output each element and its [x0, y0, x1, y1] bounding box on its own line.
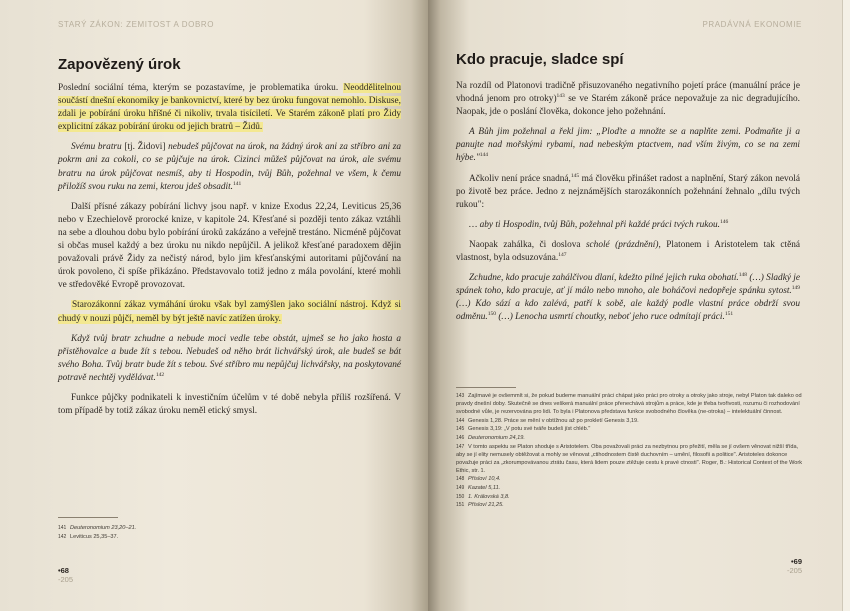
- page-edge: [842, 0, 850, 611]
- chapter-title-right: Kdo pracuje, sladce spí: [456, 51, 624, 68]
- footnote-ref[interactable]: 145: [570, 172, 580, 179]
- footnote-number: 149: [456, 485, 465, 492]
- text-run: Když tvůj bratr zchudne a nebude moci vedle tebe obstát, ujmeš se ho jako hosta a přistěhovalce a bude žít s tebou. Nebudeš od něho brát lichvářský úrok, ale budeš se bát svého Boha. Tvůj bratr bude žít s tebou. Své stříbro mu nepůjčuj lichvářsky, na poskytované potravě nechtěj vydělávat.: [58, 333, 401, 383]
- paragraph: Další přísné zákazy pobírání lichvy jsou např. v knize Exodus 22,24, Leviticus 25,36 nebo v Ezechielově prorocké knize, v kapitole 24. Křesťané si později tento zákaz vztáhli na sebe a dlouhou dobu bylo pobírání úroků zakázáno a veřejně trestáno. Nicméně půjčovat si občas musel každý a bez úroku nu nikdo nepůjčil. A jelikož křesťané paradoxem dějin považovali právě Židy za nečistý národ, bylo jim křesťanskými autoritami půjčování na úrok povoleno, či spíše přikázáno. Představovalo totiž jedno z mála povolání, které mohli ve středověké Evropě provozovat.: [58, 201, 401, 291]
- footnote-number: 141: [58, 525, 67, 531]
- footnote-text: Kazatel 5,11.: [468, 485, 501, 492]
- running-head-right: PRADÁVNÁ EKONOMIE: [702, 20, 802, 29]
- text-run: [tj. Židovi]: [121, 142, 169, 153]
- highlight: Neoddělitelnou součástí dnešní ekonomiky je bankovnictví, které by bez úroku fungovat nemohlo. Diskuse, zdali je pobírání úroku hříšné či nikoliv, trvala tisíciletí. Ve Starém zákoně platí pro Židy explicitní zákaz pobírání úroku od jejich bratrů – Židů.: [58, 83, 401, 133]
- text-run: (…) Sladký je spánek toho, kdo pracuje, ať jí málo nebo mnoho, ale boháčovi nedopřeje spánku sytost.: [456, 273, 801, 297]
- folio-sub: -205: [58, 575, 74, 584]
- footnote-ref[interactable]: 141: [233, 180, 242, 187]
- footnote-ref[interactable]: 142: [155, 371, 165, 378]
- footnote-rule: [456, 387, 516, 388]
- running-head-left: STARÝ ZÁKON: ZEMITOST A DOBRO: [58, 20, 215, 29]
- quote-paragraph: [58, 333, 401, 385]
- quote-paragraph: [456, 126, 800, 165]
- footnote-ref[interactable]: 147: [558, 251, 567, 258]
- text-run: A Bůh jim požehnal a řekl jim: „Ploďte a množte se a naplňte zemi. Podmaňte ji a panujte nad mořskými rybami, nad nebeským ptactvem, nad vším živým, co se na zemi hýbe.": [456, 127, 800, 164]
- footnote: [456, 392, 804, 416]
- text-run: Na rozdíl od Platonovi tradičně přisuzovaného negativního pojetí práce (manuální práce je vhodná jenom pro otroky): [456, 81, 800, 105]
- quote-paragraph: [58, 141, 401, 193]
- footnote-number: 151: [456, 502, 465, 509]
- footnote-ref[interactable]: 150: [487, 311, 497, 318]
- paragraph: Funkce půjčky podnikateli k investičním účelům v té době nebyla příliš rozšířená. V tom případě by totiž zákaz úroku neměl etický smysl.: [58, 392, 401, 417]
- text-run: scholé (prázdnění): [585, 239, 659, 250]
- footnote-text: 1. Královská 3,8.: [468, 493, 510, 500]
- footnote-text: Přísloví 10,4.: [468, 476, 501, 483]
- footnote: [456, 484, 804, 492]
- footnote-number: 146: [456, 434, 465, 441]
- right-page: [428, 0, 842, 611]
- text-run: … aby ti Hospodin, tvůj Bůh, požehnal při každé práci tvých rukou.: [469, 219, 720, 230]
- highlight: Starozákonní zákaz vymáhání úroku však byl zamýšlen jako sociální nástroj. Když si chudý v nouzi půjčí, neměl by být ještě navíc zatížen úroky.: [58, 300, 401, 324]
- text-run: (…) Lenocha usmrtí choutky, neboť jeho ruce odmítají práci.: [496, 312, 725, 323]
- footnote: [456, 434, 804, 442]
- footnote-ref[interactable]: 151: [724, 311, 734, 318]
- footnote-number: 144: [456, 417, 465, 424]
- body-text-left: [58, 82, 401, 425]
- footnote-number: 150: [456, 493, 465, 500]
- paragraph: [58, 299, 401, 325]
- footnote-ref[interactable]: 148: [738, 272, 748, 279]
- footnote: [456, 425, 804, 433]
- footnote-ref[interactable]: 149: [791, 285, 800, 292]
- footnote: [456, 475, 804, 483]
- paragraph: [58, 82, 401, 134]
- footnote-number: 145: [456, 426, 465, 433]
- footnote: [58, 533, 378, 541]
- footnote-text: Leviticus 25,35–37.: [70, 533, 119, 540]
- footnote-rule: [58, 517, 118, 518]
- text-run: Naopak zahálka, či doslova: [469, 239, 586, 250]
- footnote-text: Zajímavé je ovšemmít si, že pokud budeme manuální práci chápat jako práci pro otroky a otroky jako stroje, nebyl Platon tak daleko od pravdy dnešní doby. Skutečně se dnes veškerá manuální práce přenechává strojům a práce, kde je třeba tvořivosti, rozumu či rozhodování svobodné vůle, je rezervována pro lidi. To byla i Platonova představa funkce svobodného člověka (ne-otroka) – intelektuální činnost.: [456, 393, 802, 416]
- folio-number: •68: [58, 566, 69, 575]
- page-number-left: [58, 566, 73, 584]
- paragraph: [456, 239, 800, 265]
- footnote-text: Deuteronomium 24,19.: [468, 434, 525, 441]
- footnotes-right: [456, 392, 804, 510]
- quote-paragraph: [456, 272, 800, 324]
- footnote-text: Přísloví 21,25.: [468, 502, 504, 509]
- footnote: [456, 443, 804, 475]
- footnote-number: 147: [456, 443, 465, 450]
- text-run: (…) Kdo sází a kdo zalévá, patří k sobě, ale každý podle vlastní práce obdrží svou odměnu.: [456, 299, 800, 323]
- footnote-text: V tomto aspektu se Platon shoduje s Aristotelem. Oba považovali práci za nezbytnou pro přežití, měla se jí ovšem věnovat nižší třída, aby se jí elity nemusely obtěžovat a mohly se věnovat „ctihodnostem čistě duchovním – umění, filosofii a politice". Aristoteles dokonce považuje práci za „zkorumpovávanou ztrátu času, která lidem pouze ztěžuje cestu k pravé ctnosti". Roger, B.: Historical Context of the Work Ethic, str. 1.: [456, 443, 803, 474]
- footnote-ref[interactable]: 146: [719, 218, 729, 225]
- text-run: Ačkoliv není práce snadná,: [469, 173, 571, 184]
- folio-sub: -205: [786, 566, 802, 575]
- paragraph: [456, 80, 800, 119]
- footnote-ref[interactable]: 144: [479, 152, 489, 159]
- footnote: [456, 501, 804, 509]
- text-run: se ve Starém zákoně práce nepovažuje za nic degradujícího. Naopak, jde o poslání člověka, dokonce jeho požehnání.: [456, 94, 800, 118]
- page-number-right: [787, 557, 802, 575]
- footnote: [456, 493, 804, 501]
- quote-paragraph: [456, 219, 800, 232]
- body-text-right: [456, 80, 800, 332]
- text-run: Poslední sociální téma, kterým se pozastavíme, je problematika úroku.: [58, 83, 343, 93]
- footnote-ref[interactable]: 143: [556, 93, 565, 99]
- paragraph: [456, 173, 800, 212]
- text-run: má člověku přinášet radost a naplnění, Starý zákon nevolá po životě bez práce. Jedno z nejznámějších starozákonních požehnání žehnalo „dílu tvých rukou":: [456, 173, 800, 210]
- text-run: , Platonem i Aristotelem tak ctěná vlastnost, byla odsuzována.: [456, 239, 800, 264]
- folio-number: •69: [791, 557, 802, 566]
- footnote: [456, 417, 804, 425]
- footnote: [58, 524, 378, 532]
- text-run: Svému bratru: [71, 142, 122, 153]
- footnotes-left: [58, 524, 378, 541]
- footnote-text: Deuteronomium 23,20–21.: [70, 525, 137, 531]
- text-run: nebudeš půjčovat na úrok, na žádný úrok ani za stříbro ani za pokrm ani za cokoli, co se půjčuje na úrok. Cizinci můžeš půjčovat na úrok, ale svému bratru na úrok půjčovat nesmíš, aby ti Hospodin, tvůj Bůh, požehnal ve všem, k čemu přiložíš svou ruku na zemi, kterou jdeš obsadit.: [58, 142, 401, 192]
- chapter-title-left: Zapovězený úrok: [58, 56, 181, 73]
- footnote-number: 142: [58, 533, 67, 540]
- text-run: Zchudne, kdo pracuje zahálčivou dlaní, kdežto pilné jejich ruka obohatí.: [469, 273, 739, 284]
- footnote-text: Genesis 3,19: „V potu své tváře budeš jíst chléb.": [468, 426, 591, 433]
- footnote-text: Genesis 1,28. Práce se mění v obtížnou až po prokletí Genesis 3,19.: [468, 417, 639, 424]
- footnote-number: 143: [456, 393, 465, 399]
- footnote-number: 148: [456, 476, 465, 483]
